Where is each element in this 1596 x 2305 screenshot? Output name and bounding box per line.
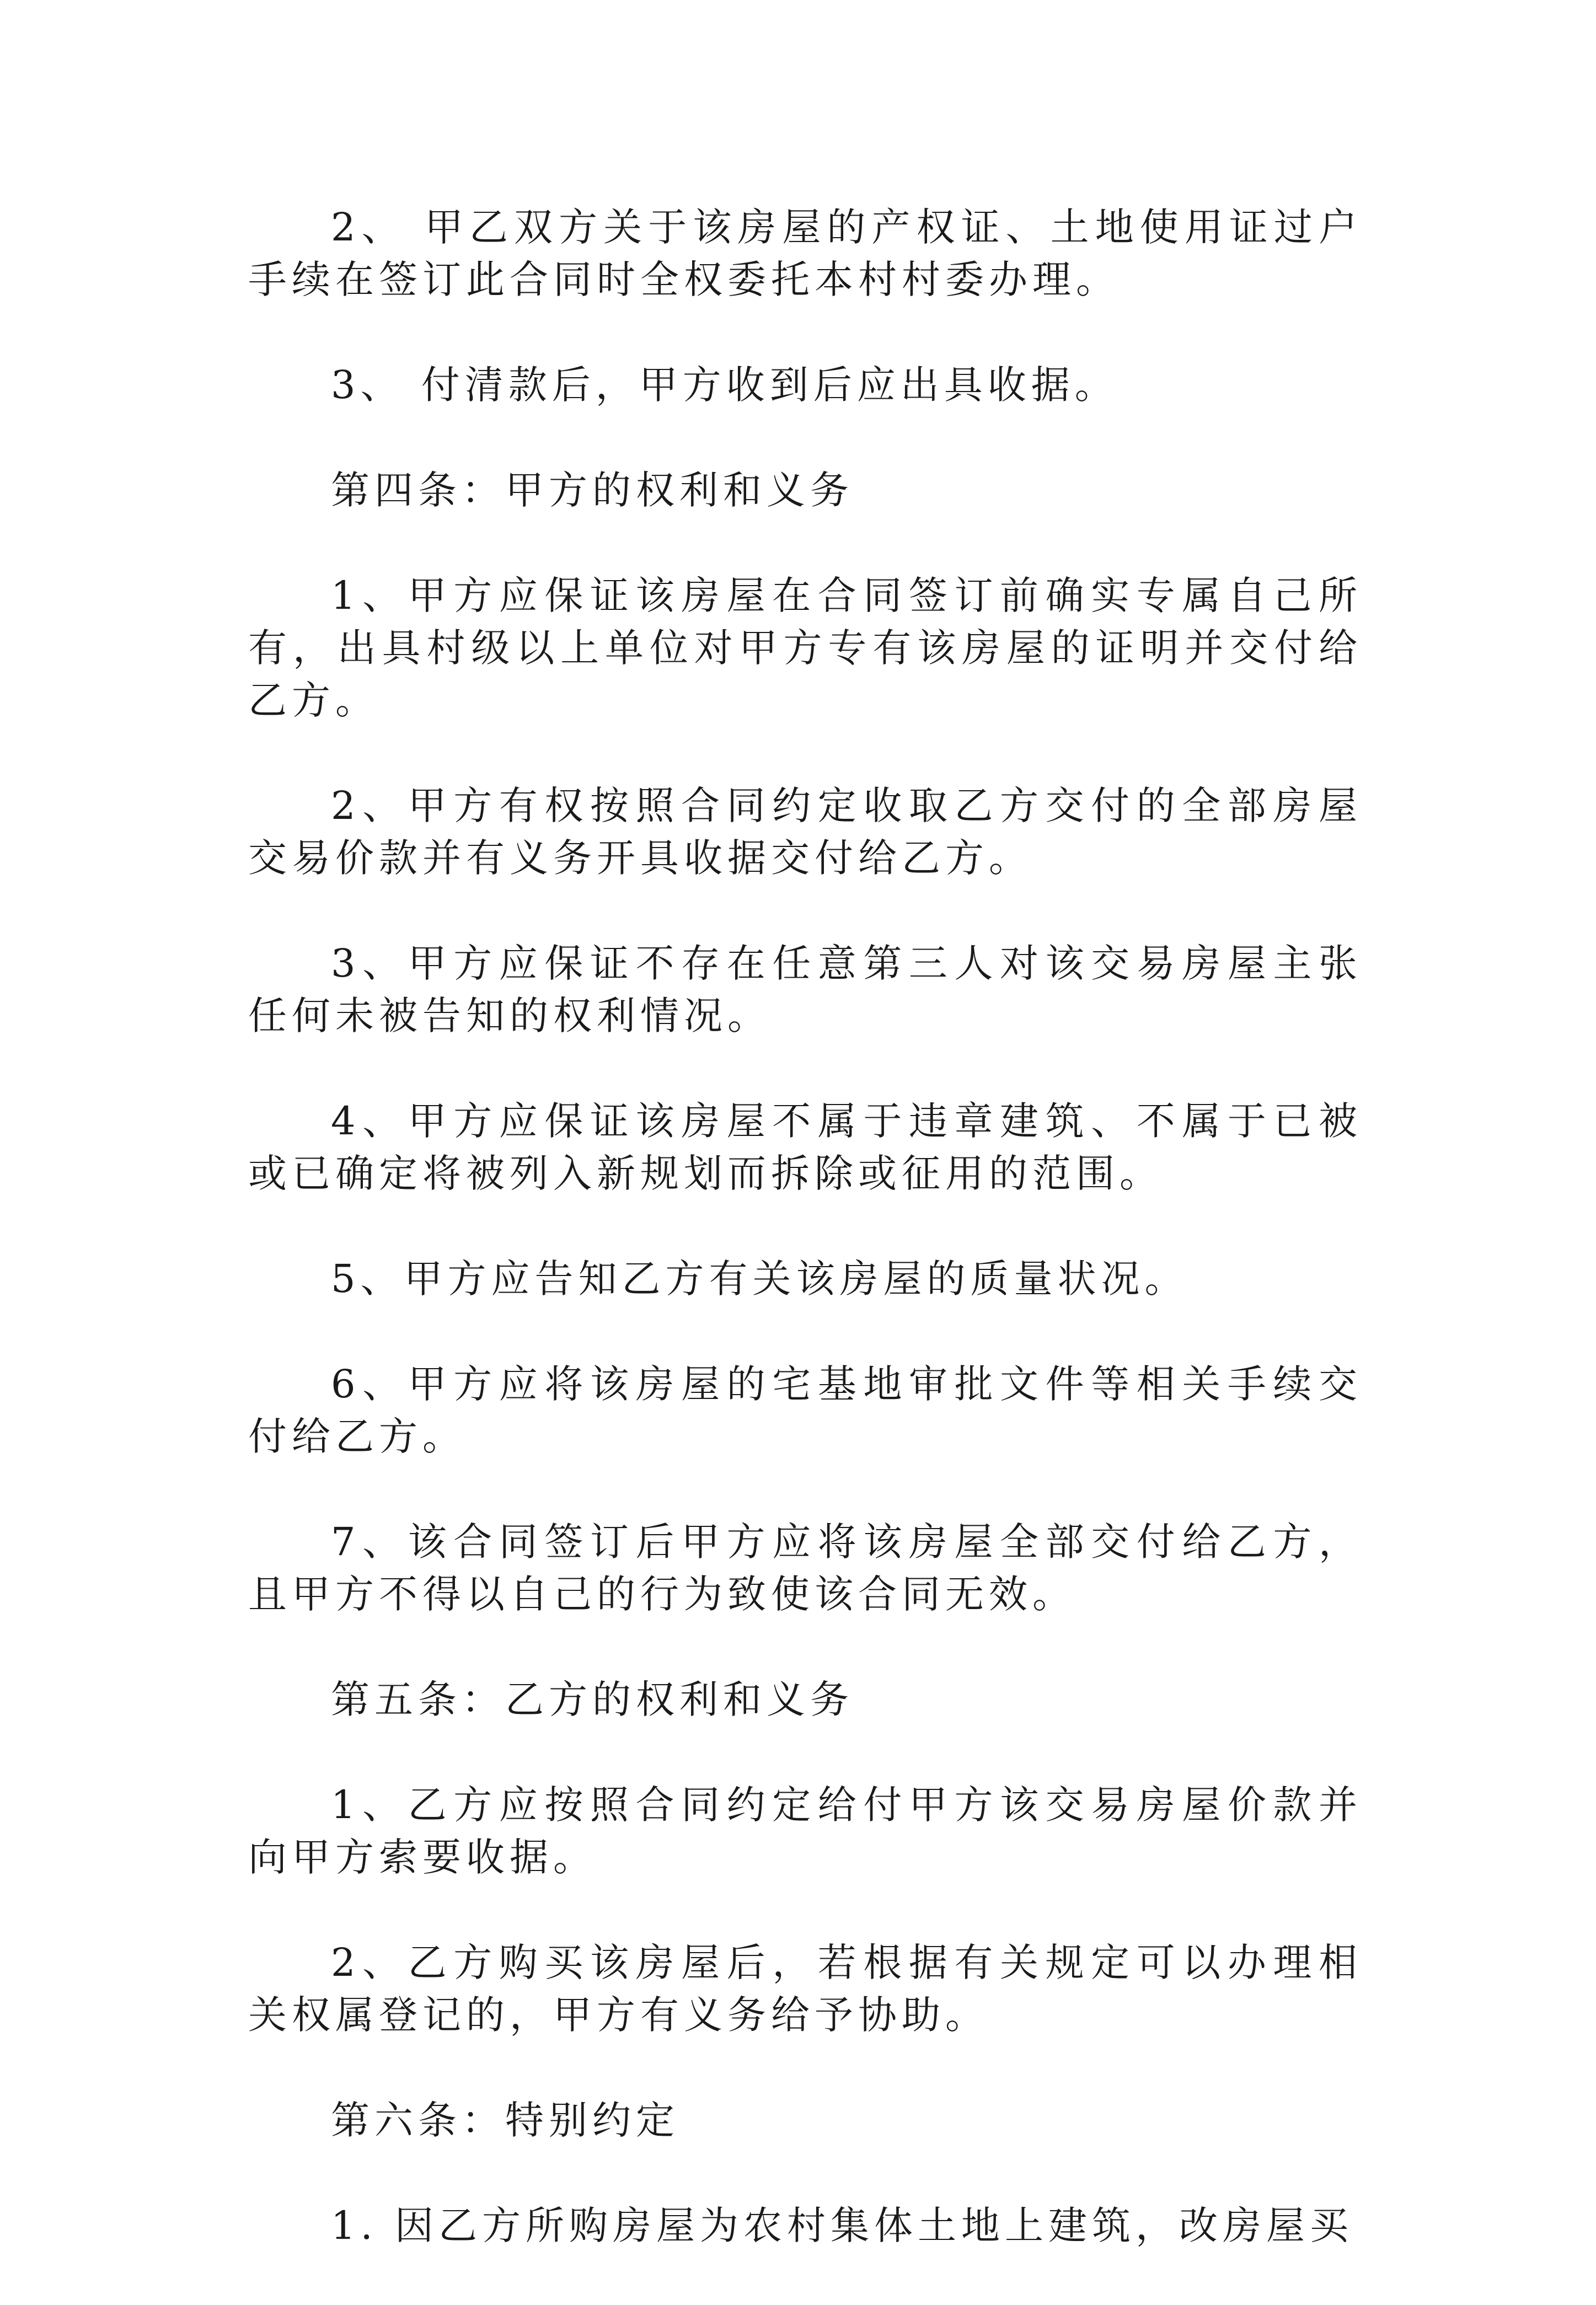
clause-3-item-3: 3、 付清款后，甲方收到后应出具收据。	[331, 362, 1118, 408]
article-4-item-5: 5、甲方应告知乙方有关该房屋的质量状况。	[331, 1256, 1188, 1301]
article-6-item-1: 1. 因乙方所购房屋为农村集体土地上建筑，改房屋买	[331, 2203, 1354, 2248]
clause-3-item-2: 2、 甲乙双方关于该房屋的产权证、土地使用证过户手续在签订此合同时全权委托本村村委办理。	[248, 205, 1362, 302]
contract-body	[248, 201, 1362, 2305]
article-4-item-1: 1、甲方应保证该房屋在合同签订前确实专属自己所有，出具村级以上单位对甲方专有该房屋的证明并交付给乙方。	[248, 573, 1362, 723]
article-4-item-4: 4、甲方应保证该房屋不属于违章建筑、不属于已被或已确定将被列入新规划而拆除或征用的范围。	[248, 1098, 1362, 1196]
article-5-heading: 第五条：乙方的权利和义务	[331, 1677, 854, 1722]
article-4-item-6: 6、甲方应将该房屋的宅基地审批文件等相关手续交付给乙方。	[248, 1361, 1362, 1459]
article-4-item-3: 3、甲方应保证不存在任意第三人对该交易房屋主张任何未被告知的权利情况。	[248, 941, 1362, 1038]
article-5-item-2: 2、乙方购买该房屋后，若根据有关规定可以办理相关权属登记的，甲方有义务给予协助。	[248, 1940, 1362, 2038]
article-6-heading: 第六条：特别约定	[331, 2098, 679, 2143]
article-4-heading: 第四条：甲方的权利和义务	[331, 468, 854, 513]
article-5-item-1: 1、乙方应按照合同约定给付甲方该交易房屋价款并向甲方索要收据。	[248, 1782, 1362, 1880]
article-4-item-7: 7、该合同签订后甲方应将该房屋全部交付给乙方，且甲方不得以自己的行为致使该合同无效。	[248, 1519, 1362, 1617]
article-4-item-2: 2、甲方有权按照合同约定收取乙方交付的全部房屋交易价款并有义务开具收据交付给乙方。	[248, 783, 1362, 881]
